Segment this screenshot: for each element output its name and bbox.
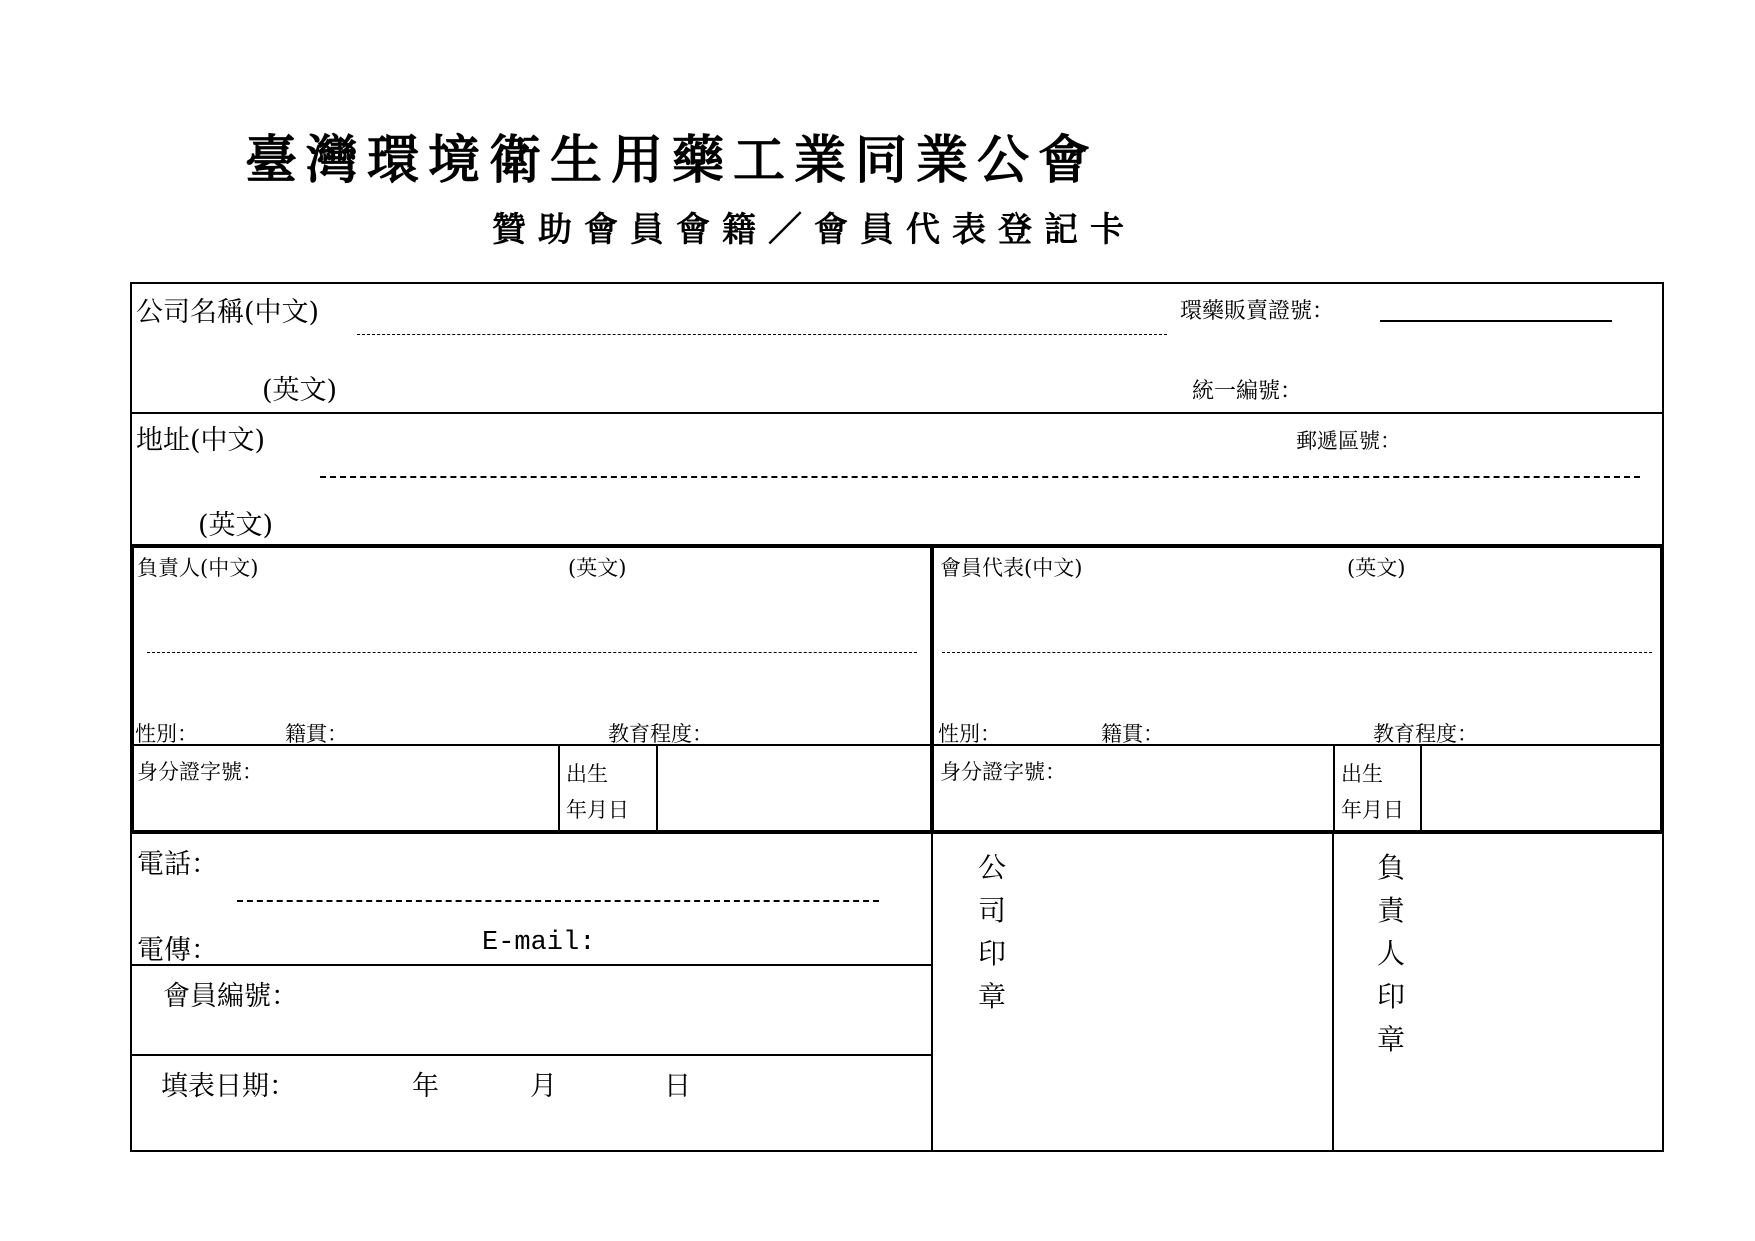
stamp-divider <box>1332 832 1334 1152</box>
thick-bottom <box>130 830 1664 834</box>
email-label: E-mail: <box>482 928 596 958</box>
fill-date-label: 填表日期： <box>161 1071 296 1102</box>
license-label: 環藥販賣證號： <box>1180 299 1335 324</box>
company-name-zh-label: 公司名稱(中文) <box>136 297 320 328</box>
tax-id-label: 統一編號： <box>1192 379 1303 404</box>
phone-label: 電話： <box>137 849 218 880</box>
thick-center <box>930 544 934 834</box>
company-stamp-label <box>975 846 1009 1018</box>
address-en-label: (英文) <box>198 510 274 541</box>
fill-date-day: 日 <box>664 1071 691 1102</box>
address-zh-label: 地址(中文) <box>136 425 266 456</box>
owner-stamp-char: 責 <box>1376 894 1405 927</box>
owner-birth-label-2: 年月日 <box>566 798 629 822</box>
rep-name-zh-label: 會員代表(中文) <box>940 556 1083 580</box>
owner-name-zh-label: 負責人(中文) <box>137 556 259 580</box>
owner-birth-label-1: 出生 <box>566 762 608 786</box>
company-stamp-char: 公 <box>977 851 1006 884</box>
row-divider-company <box>130 412 1664 414</box>
thick-top <box>130 544 1664 548</box>
company-stamp-char: 印 <box>977 937 1006 970</box>
thick-left <box>130 544 134 834</box>
fill-date-top <box>130 1054 932 1056</box>
owner-id-label: 身分證字號： <box>137 760 263 784</box>
rep-id-label: 身分證字號： <box>940 760 1066 784</box>
rep-name-en-label: (英文) <box>1347 556 1406 580</box>
fax-label: 電傳： <box>137 935 218 966</box>
frame-bottom <box>130 1150 1664 1152</box>
thick-right <box>1660 544 1664 834</box>
owner-stamp-char: 印 <box>1376 980 1405 1013</box>
form-subtitle: 贊助會員會籍／會員代表登記卡 <box>492 210 1136 250</box>
postal-code-label: 郵遞區號： <box>1296 429 1401 453</box>
address-dash-line <box>320 476 1640 490</box>
fill-date-month: 月 <box>530 1071 557 1102</box>
owner-birth-right <box>656 744 658 832</box>
rep-birth-label-2: 年月日 <box>1341 798 1404 822</box>
rep-gender-label: 性別： <box>938 722 1001 746</box>
rep-birth-label-1: 出生 <box>1341 762 1383 786</box>
owner-birth-left <box>558 744 560 832</box>
rep-birth-left <box>1333 744 1335 832</box>
phone-dash-line <box>237 900 879 912</box>
owner-name-en-label: (英文) <box>568 556 627 580</box>
company-name-en-label: (英文) <box>262 375 338 406</box>
rep-education-label: 教育程度： <box>1373 722 1478 746</box>
fill-date-year: 年 <box>412 1071 439 1102</box>
owner-origin-label: 籍貫： <box>285 722 348 746</box>
rep-birth-right <box>1420 744 1422 832</box>
form-title: 臺灣環境衛生用藥工業同業公會 <box>245 130 1100 191</box>
owner-name-dash-line <box>147 652 917 663</box>
owner-stamp-char: 章 <box>1376 1023 1405 1056</box>
bottom-center-divider <box>931 832 933 1152</box>
owner-education-label: 教育程度： <box>608 722 713 746</box>
rep-name-dash-line <box>942 652 1652 663</box>
owner-stamp-label <box>1374 846 1408 1061</box>
owner-gender-label: 性別： <box>135 722 198 746</box>
company-stamp-char: 章 <box>977 980 1006 1013</box>
frame-top <box>130 282 1664 284</box>
owner-stamp-char: 人 <box>1376 937 1405 970</box>
owner-stamp-char: 負 <box>1376 851 1405 884</box>
rep-origin-label: 籍貫： <box>1101 722 1164 746</box>
company-name-dash-line <box>357 334 1167 347</box>
license-field-underline <box>1380 320 1612 322</box>
member-number-label: 會員編號： <box>163 981 298 1012</box>
company-stamp-char: 司 <box>977 894 1006 927</box>
member-no-top <box>130 964 932 966</box>
